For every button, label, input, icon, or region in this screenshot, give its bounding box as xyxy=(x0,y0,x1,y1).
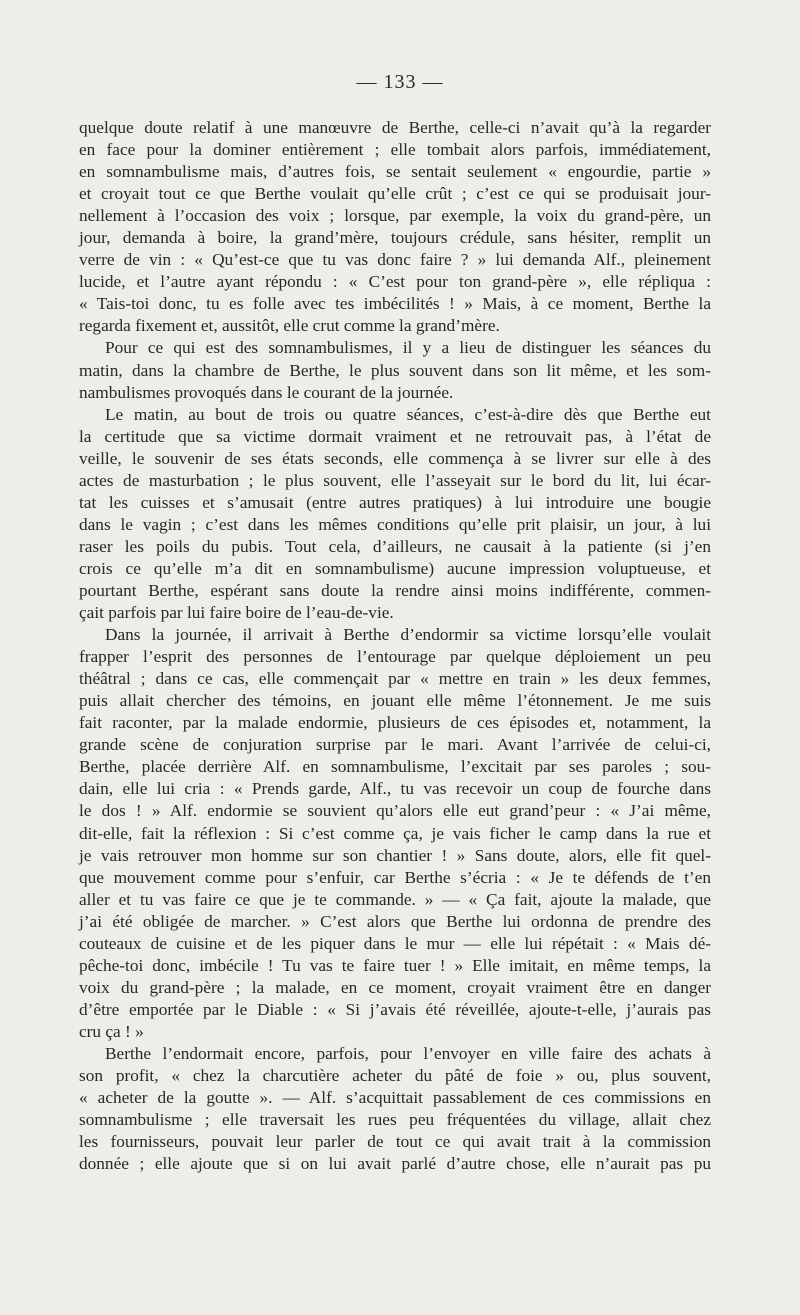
text-line: cru ça ! » xyxy=(79,1021,144,1041)
body-text xyxy=(79,117,711,1175)
text-line: grande scène de conjuration surprise par le mari. Avant l’arrivée de celui-ci, xyxy=(79,735,711,755)
text-line: dit-elle, fait la réflexion : Si c’est comme ça, je vais ficher le camp dans la rue et xyxy=(79,823,711,843)
text-line: nellement à l’occasion des voix ; lorsque, par exemple, la voix du grand-père, un xyxy=(79,206,711,226)
text-line: « Tais-toi donc, tu es folle avec tes imbécilités ! » Mais, à ce moment, Berthe la xyxy=(79,294,711,314)
text-line: Berthe l’endormait encore, parfois, pour l’envoyer en ville faire des achats à xyxy=(105,1043,711,1063)
text-line: jour, demanda à boire, la grand’mère, toujours crédule, sans hésiter, remplit un xyxy=(79,228,711,248)
text-line: pêche-toi donc, imbécile ! Tu vas te faire tuer ! » Elle imitait, en même temps, la xyxy=(79,955,711,975)
text-line: théâtral ; dans ce cas, elle commençait par « mettre en train » les deux femmes, xyxy=(79,669,711,689)
text-line: nambulismes provoqués dans le courant de la journée. xyxy=(79,382,454,402)
text-line: « acheter de la goutte ». — Alf. s’acquittait passablement de ces commissions en xyxy=(79,1088,711,1108)
text-line: son profit, « chez la charcutière acheter du pâté de foie » ou, plus souvent, xyxy=(79,1066,711,1086)
text-line: crois ce qu’elle m’a dit en somnambulisme) aucune impression voluptueuse, et xyxy=(79,558,711,578)
text-line: Dans la journée, il arrivait à Berthe d’endormir sa victime lorsqu’elle voulait xyxy=(105,625,711,645)
text-line: actes de masturbation ; le plus souvent, elle l’asseyait sur le bord du lit, lui écar- xyxy=(79,470,711,490)
text-line: la certitude que sa victime dormait vraiment et ne retrouvait pas, à l’état de xyxy=(79,426,711,446)
text-line: Berthe, placée derrière Alf. en somnambulisme, l’excitait par ses paroles ; sou- xyxy=(79,757,711,777)
text-line: regarda fixement et, aussitôt, elle crut comme la grand’mère. xyxy=(79,316,500,336)
text-line: que mouvement comme pour s’enfuir, car Berthe s’écria : « Je te défends de t’en xyxy=(79,867,711,887)
text-line: aller et tu vas faire ce que je te commande. » — « Ça fait, ajoute la malade, que xyxy=(79,889,711,909)
page-number: — 133 — xyxy=(356,71,444,93)
text-line: veille, le souvenir de ses états seconds, elle commença à se livrer sur elle à des xyxy=(79,448,711,468)
text-line: somnambulisme ; elle traversait les rues peu fréquentées du village, allait chez xyxy=(79,1110,711,1130)
text-line: voix du grand-père ; la malade, en ce moment, croyait vraiment être en danger xyxy=(79,977,711,997)
text-line: dain, elle lui cria : « Prends garde, Alf., tu vas recevoir un coup de fourche dans xyxy=(79,779,711,799)
text-line: puis allait chercher des témoins, en jouant elle même l’étonnement. Je me suis xyxy=(79,691,711,711)
text-line: en somnambulisme mais, d’autres fois, se sentait seulement « engourdie, partie » xyxy=(79,162,711,182)
text-line: matin, dans la chambre de Berthe, le plus souvent dans son lit même, et les som- xyxy=(79,360,711,380)
text-line: couteaux de cuisine et de les piquer dans le mur — elle lui répétait : « Mais dé- xyxy=(79,933,711,953)
text-line: Le matin, au bout de trois ou quatre séances, c’est-à-dire dès que Berthe eut xyxy=(105,404,711,424)
text-line: raser les poils du pubis. Tout cela, d’ailleurs, ne causait à la patiente (si j’en xyxy=(79,536,711,556)
text-line: verre de vin : « Qu’est-ce que tu vas donc faire ? » lui demanda Alf., pleinement xyxy=(79,250,711,270)
text-line: frapper l’esprit des personnes de l’entourage par quelque déploiement un peu xyxy=(79,647,711,667)
text-line: je vais retrouver mon homme sur son chantier ! » Sans doute, alors, elle fit quel- xyxy=(79,845,711,865)
text-line: pourtant Berthe, espérant sans doute la rendre ainsi moins indifférente, commen- xyxy=(79,580,711,600)
text-line: fait raconter, par la malade endormie, plusieurs de ces épisodes et, notamment, la xyxy=(79,713,711,733)
text-line: çait parfois par lui faire boire de l’eau-de-vie. xyxy=(79,603,394,623)
text-line: quelque doute relatif à une manœuvre de Berthe, celle-ci n’avait qu’à la regarder xyxy=(79,118,711,137)
text-line: et croyait tout ce que Berthe voulait qu’elle crût ; c’est ce qui se produisait jour- xyxy=(79,184,711,204)
text-line: d’être emportée par le Diable : « Si j’avais été réveillée, ajoute-t-elle, j’aurais pas xyxy=(79,999,711,1019)
text-line: donnée ; elle ajoute que si on lui avait parlé d’autre chose, elle n’aurait pas pu xyxy=(79,1154,711,1174)
text-line: lucide, et l’autre ayant répondu : « C’est pour ton grand-père », elle répliqua : xyxy=(79,272,711,292)
text-line: Pour ce qui est des somnambulismes, il y a lieu de distinguer les séances du xyxy=(105,338,711,358)
text-line: le dos ! » Alf. endormie se souvient qu’alors elle eut grand’peur : « J’ai même, xyxy=(79,801,711,821)
text-line: tat les cuisses et s’amusait (entre autres pratiques) à lui introduire une bougie xyxy=(79,492,711,512)
text-line: dans le vagin ; c’est dans les mêmes conditions qu’elle prit plaisir, un jour, à lui xyxy=(79,514,711,534)
text-line: en face pour la dominer entièrement ; elle tombait alors parfois, immédiatement, xyxy=(79,140,711,160)
text-line: j’ai été obligée de marcher. » C’est alors que Berthe lui ordonna de prendre des xyxy=(79,911,711,931)
text-line: les fournisseurs, pouvait leur parler de tout ce qui avait trait à la commission xyxy=(79,1132,711,1152)
